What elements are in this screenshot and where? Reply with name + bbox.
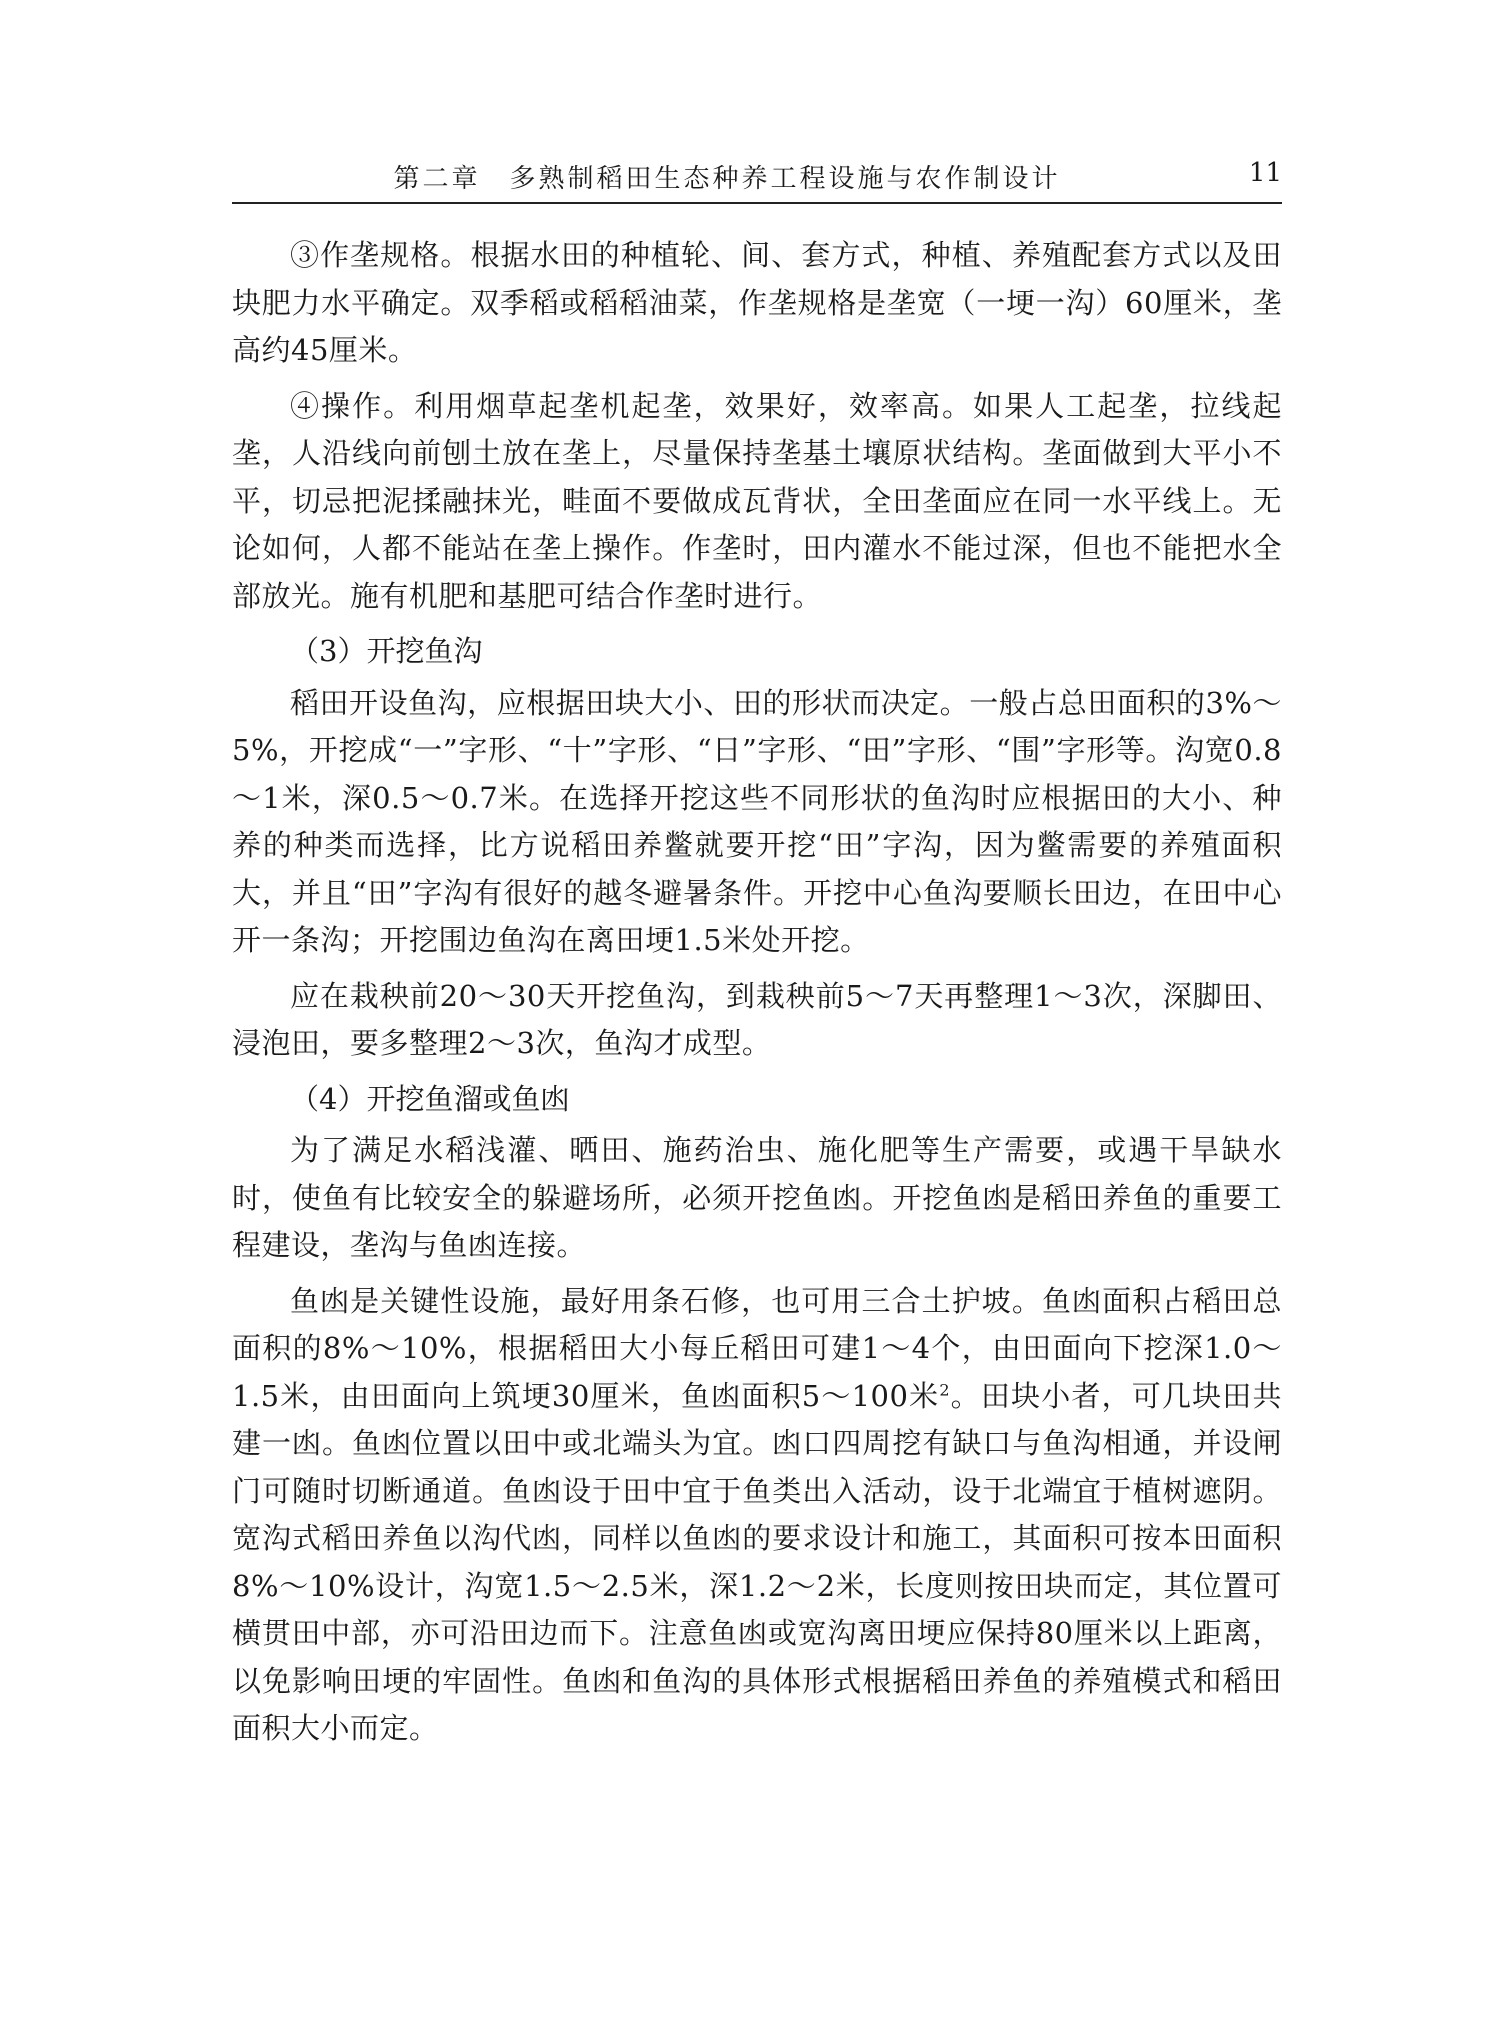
section-heading-fish-pit: （4）开挖鱼溜或鱼凼 xyxy=(290,1081,570,1116)
body-text xyxy=(232,232,1282,1761)
superscript-square: 2 xyxy=(939,1379,950,1399)
fish-pit-text-part2: 。田块小者，可几块田共建一凼。鱼凼位置以田中或北端头为宜。凼口四周挖有缺口与鱼沟相通，并设闸门可随时切断通道。鱼凼设于田中宜于鱼类出入活动，设于北端宜于植树遮阴。宽沟式稻田养鱼以沟代凼，同样以鱼凼的要求设计和施工，其面积可按本田面积8%～10%设计，沟宽1.5～2.5米，深1.2～2米，长度则按田块而定，其位置可横贯田中部，亦可沿田边而下。注意鱼凼或宽沟离田埂应保持80厘米以上距离，以免影响田埂的牢固性。鱼凼和鱼沟的具体形式根据稻田养鱼的养殖模式和稻田面积大小而定。 xyxy=(232,1378,1282,1745)
paragraph-ridge-spec: ③作垄规格。根据水田的种植轮、间、套方式，种植、养殖配套方式以及田块肥力水平确定。双季稻或稻稻油菜，作垄规格是垄宽（一埂一沟）60厘米，垄高约45厘米。 xyxy=(232,238,1282,367)
paragraph-fish-pit-design xyxy=(232,1278,1282,1753)
paragraph-fish-pit-purpose: 为了满足水稻浅灌、晒田、施药治虫、施化肥等生产需要，或遇干旱缺水时，使鱼有比较安全的躲避场所，必须开挖鱼凼。开挖鱼凼是稻田养鱼的重要工程建设，垄沟与鱼凼连接。 xyxy=(232,1133,1282,1262)
chapter-title: 第二章 多熟制稻田生态种养工程设施与农作制设计 xyxy=(393,164,1061,194)
page-number: 11 xyxy=(1248,158,1282,188)
paragraph-ridge-operation: ④操作。利用烟草起垄机起垄，效果好，效率高。如果人工起垄，拉线起垄，人沿线向前刨土放在垄上，尽量保持垄基土壤原状结构。垄面做到大平小不平，切忌把泥揉融抹光，畦面不要做成瓦背状，全田垄面应在同一水平线上。无论如何，人都不能站在垄上操作。作垄时，田内灌水不能过深，但也不能把水全部放光。施有机肥和基肥可结合作垄时进行。 xyxy=(232,388,1282,613)
section-heading-fish-ditch: （3）开挖鱼沟 xyxy=(290,634,483,668)
fish-pit-text-part1: 鱼凼是关键性设施，最好用条石修，也可用三合土护坡。鱼凼面积占稻田总面积的8%～10%，根据稻田大小每丘稻田可建1～4个，由田面向下挖深1.0～1.5米，由田面向上筑埂30厘米，鱼凼面积5～100米 xyxy=(232,1283,1282,1413)
book-page xyxy=(232,0,1282,2044)
running-header xyxy=(232,152,1282,204)
paragraph-fish-ditch: 稻田开设鱼沟，应根据田块大小、田的形状而决定。一般占总田面积的3%～5%，开挖成“一”字形、“十”字形、“日”字形、“田”字形、“围”字形等。沟宽0.8～1米，深0.5～0.7米。在选择开挖这些不同形状的鱼沟时应根据田的大小、种养的种类而选择，比方说稻田养鳖就要开挖“田”字沟，因为鳖需要的养殖面积大，并且“田”字沟有很好的越冬避暑条件。开挖中心鱼沟要顺长田边，在田中心开一条沟；开挖围边鱼沟在离田埂1.5米处开挖。 xyxy=(232,685,1282,957)
paragraph-ditch-timing: 应在栽秧前20～30天开挖鱼沟，到栽秧前5～7天再整理1～3次，深脚田、浸泡田，要多整理2～3次，鱼沟才成型。 xyxy=(232,978,1282,1060)
